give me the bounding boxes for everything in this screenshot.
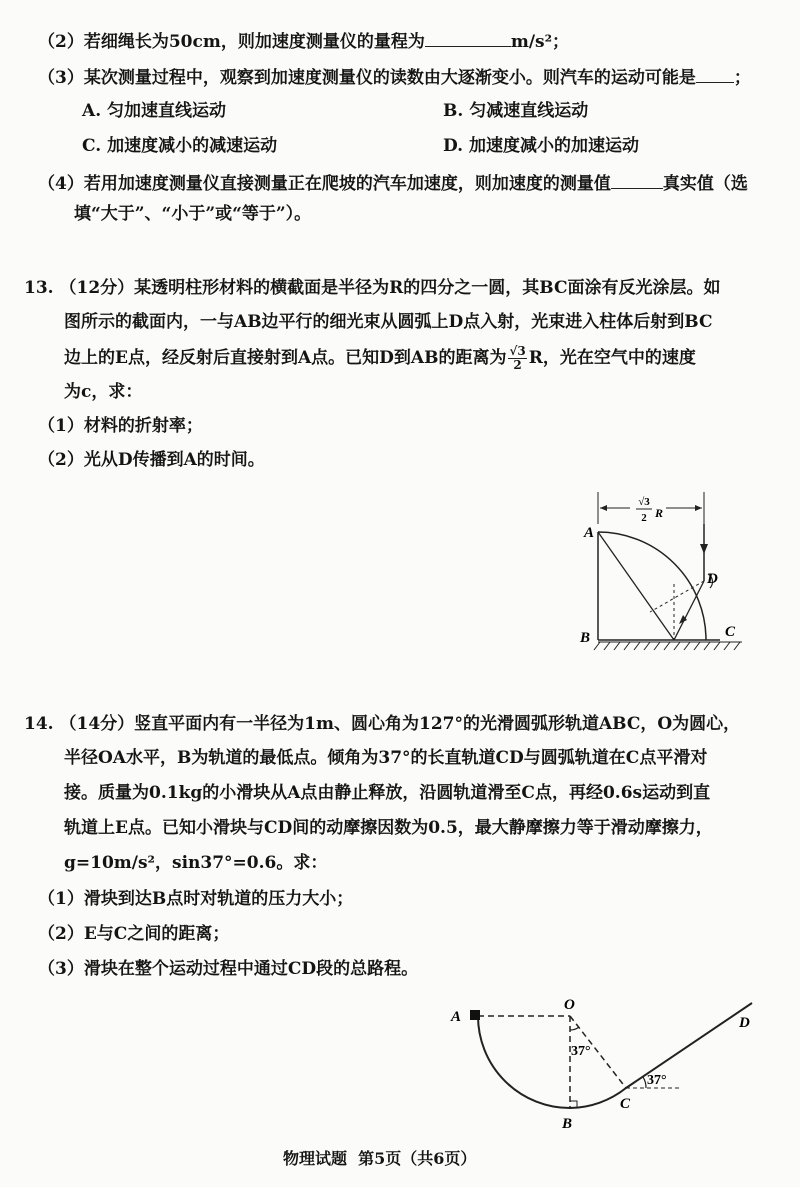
q14-number: 14. — [24, 714, 54, 734]
q13-line3 — [64, 345, 696, 372]
q13-hatching — [594, 642, 740, 650]
q13-figure — [570, 484, 750, 660]
footer-page-number: 第5页（共6页） — [358, 1149, 477, 1168]
q13-dim-r: R — [655, 506, 664, 520]
q12-part3-blank[interactable] — [696, 64, 734, 83]
q12-part4 — [38, 170, 748, 196]
q13-number: 13. — [24, 278, 54, 298]
q13-dim-den: 2 — [641, 512, 647, 524]
q14-sub2: （2）E与C之间的距离； — [38, 924, 230, 944]
q14-line3: 接。质量为0.1kg的小滑块从A点由静止释放，沿圆轨道滑至C点，再经0.6s运动到直 — [64, 783, 711, 803]
q12-part4-line2: 填“大于”、“小于”或“等于”）。 — [74, 204, 312, 224]
q14-line1 — [24, 712, 740, 736]
q13-dim-arrow-left — [600, 505, 607, 511]
q13-dim-num: √3 — [638, 496, 650, 508]
q13-line4: 为c，求： — [64, 382, 143, 402]
q12-option-d[interactable]: D. 加速度减小的加速运动 — [443, 136, 639, 156]
q12-part3-text: （3）某次测量过程中，观察到加速度测量仪的读数由大逐渐变小。则汽车的运动可能是 — [38, 68, 696, 88]
q14-angle-c — [643, 1077, 646, 1088]
q13-line1 — [24, 276, 721, 300]
q14-angle-c-label: 37° — [647, 1073, 667, 1088]
q13-text-3b: R，光在空气中的速度 — [528, 348, 696, 368]
q13-fraction-num: √3 — [509, 344, 526, 358]
q14-label-o: O — [564, 997, 575, 1013]
q14-sub1: （1）滑块到达B点时对轨道的压力大小； — [38, 889, 354, 909]
q14-text-1: 竖直平面内有一半径为1m、圆心角为127°的光滑圆弧形轨道ABC，O为圆心， — [134, 714, 741, 734]
q12-option-b[interactable]: B. 匀减速直线运动 — [443, 101, 589, 121]
q13-dim-arrow-right — [695, 505, 702, 511]
q14-angle-o-label: 37° — [571, 1044, 591, 1059]
q13-text-1: 某透明柱形材料的横截面是半径为R的四分之一圆，其BC面涂有反光涂层。如 — [134, 278, 721, 298]
q12-part2-unit: m/s²； — [510, 32, 570, 52]
q13-line2: 图所示的截面内，一与AB边平行的细光束从圆弧上D点入射，光束进入柱体后射到BC — [64, 312, 713, 332]
q13-label-c: C — [725, 624, 736, 640]
q13-label-d: D — [707, 571, 718, 587]
q12-part3 — [38, 64, 751, 90]
q13-sub2: （2）光从D传播到A的时间。 — [38, 450, 265, 470]
q14-label-d: D — [739, 1015, 750, 1031]
q14-label-b: B — [562, 1116, 573, 1132]
q13-label-b: B — [580, 630, 591, 646]
q12-part4-text-after: 真实值（选 — [662, 174, 748, 194]
q13-refracted-ray — [674, 581, 704, 640]
q14-line4: 轨道上E点。已知小滑块与CD间的动摩擦因数为0.5，最大静摩擦力等于滑动摩擦力， — [64, 818, 713, 838]
q12-part3-end: ； — [733, 68, 751, 88]
q12-part2-text: （2）若细绳长为50cm，则加速度测量仪的量程为 — [38, 32, 425, 52]
page-footer — [283, 1146, 476, 1169]
q14-arc-track — [478, 1016, 626, 1108]
q14-label-c: C — [620, 1096, 631, 1112]
q14-score: （14分） — [59, 714, 135, 734]
q14-track-cd — [626, 1003, 752, 1088]
q13-incident-arrow — [700, 544, 708, 554]
q13-sub1: （1）材料的折射率； — [38, 416, 203, 436]
q14-angle-o — [570, 1027, 579, 1030]
q13-fraction-den: 2 — [513, 358, 522, 372]
q13-fraction — [508, 345, 526, 372]
q12-part2-blank[interactable] — [425, 28, 511, 47]
q13-text-3: 边上的E点，经反射后直接射到A点。已知D到AB的距离为 — [64, 348, 507, 368]
q12-option-a[interactable]: A. 匀加速直线运动 — [82, 101, 227, 121]
q12-part4-text: （4）若用加速度测量仪直接测量正在爬坡的汽车加速度，则加速度的测量值 — [38, 174, 611, 194]
q13-arc — [598, 532, 706, 640]
q14-line5: g=10m/s²，sin37°=0.6。求： — [64, 853, 328, 873]
footer-title: 物理试题 — [283, 1149, 348, 1168]
q13-label-a: A — [584, 525, 595, 541]
q12-part2 — [38, 28, 569, 54]
q14-line2: 半径OA水平，B为轨道的最低点。倾角为37°的长直轨道CD与圆弧轨道在C点平滑对 — [64, 748, 708, 768]
q13-score: （12分） — [59, 278, 135, 298]
q14-sub3: （3）滑块在整个运动过程中通过CD段的总路程。 — [38, 959, 419, 979]
q14-slider-block — [470, 1010, 480, 1020]
q14-label-a: A — [451, 1009, 462, 1025]
q12-part4-blank[interactable] — [611, 170, 663, 189]
q12-option-c[interactable]: C. 加速度减小的减速运动 — [82, 136, 278, 156]
q13-reflected-ray — [598, 532, 674, 640]
q14-figure — [440, 995, 770, 1135]
